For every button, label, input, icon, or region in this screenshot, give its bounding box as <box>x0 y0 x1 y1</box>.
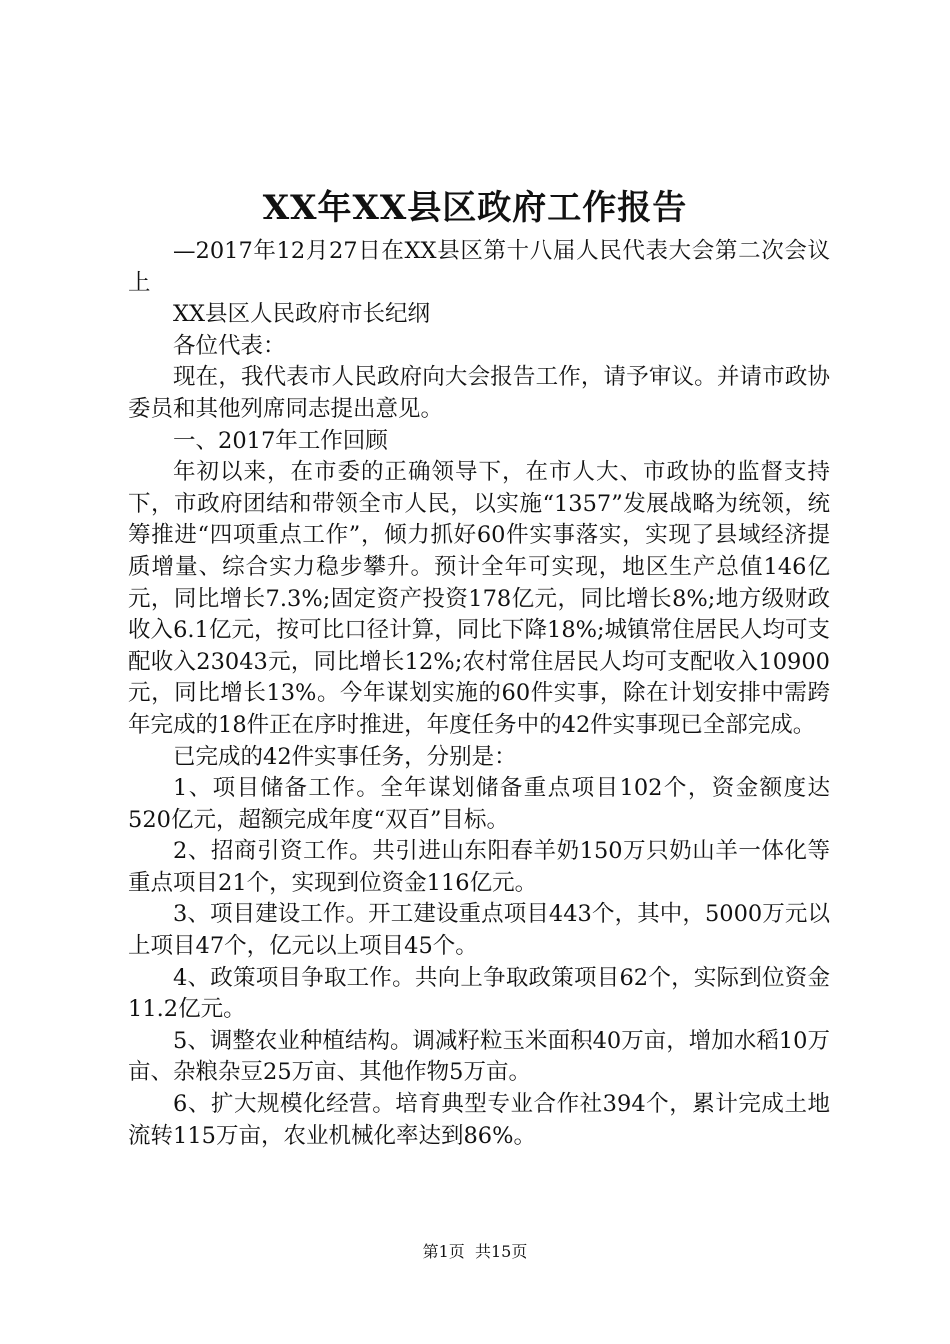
page-total: 共15页 <box>474 1242 528 1261</box>
list-item: 4、政策项目争取工作。共向上争取政策项目62个，实际到位资金11.2亿元。 <box>128 964 830 1023</box>
paragraph-subtitle: —2017年12月27日在XX县区第十八届人民代表大会第二次会议上 <box>128 238 830 296</box>
paragraph-review: 年初以来，在市委的正确领导下，在市人大、市政协的监督支持下，市政府团结和带领全市人民，以实施“1357”发展战略为统领，统筹推进“四项重点工作”，倾力抓好60件实事落实，实现了县域经济提质增量、综合实力稳步攀升。预计全年可实现，地区生产总值146亿元，同比增长7.3%;固定资产投资178亿元，同比增长8%;地方级财政收入6.1亿元，按可比口径计算，同比下降18%;城镇常住居民人均可支配收入23043元，同比增长12%;农村常住居民人均可支配收入10900元，同比增长13%。今年谋划实施的60件实事，除在计划安排中需跨年完成的18件正在序时推进，年度任务中的42件实事现已全部完成。 <box>128 459 830 738</box>
page-footer <box>0 1240 950 1264</box>
list-item: 1、项目储备工作。全年谋划储备重点项目102个，资金额度达520亿元，超额完成年度“双百”目标。 <box>128 775 830 833</box>
document-body <box>128 236 830 1152</box>
list-item: 2、招商引资工作。共引进山东阳春羊奶150万只奶山羊一体化等重点项目21个，实现到位资金116亿元。 <box>128 838 830 896</box>
paragraph-tasks-intro: 已完成的42件实事任务，分别是： <box>173 743 517 770</box>
list-item: 5、调整农业种植结构。调减籽粒玉米面积40万亩，增加水稻10万亩、杂粮杂豆25万亩、其他作物5万亩。 <box>128 1027 830 1086</box>
document-title: XX年XX县区政府工作报告 <box>262 188 688 228</box>
list-item: 6、扩大规模化经营。培育典型专业合作社394个，累计完成土地流转115万亩，农业机械化率达到86%。 <box>128 1091 830 1149</box>
paragraph-intro: 现在，我代表市人民政府向大会报告工作，请予审议。并请市政协委员和其他列席同志提出意见。 <box>128 364 830 422</box>
page-number: 第1页 <box>422 1242 465 1261</box>
paragraph-speaker: XX县区人民政府市长纪纲 <box>173 301 431 328</box>
paragraph-salutation: 各位代表： <box>173 332 286 359</box>
section-heading: 一、2017年工作回顾 <box>173 427 388 454</box>
list-item: 3、项目建设工作。开工建设重点项目443个，其中，5000万元以上项目47个，亿元以上项目45个。 <box>128 901 830 960</box>
